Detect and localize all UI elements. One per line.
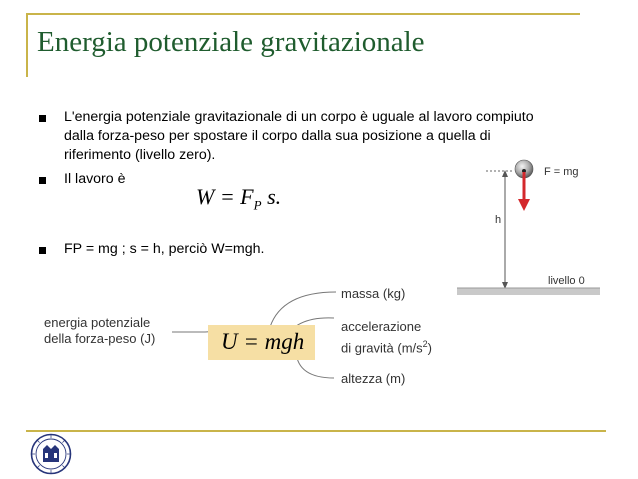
bullet-text-1-line-1: L'energia potenziale gravitazionale di un corpo è uguale al lavoro compiuto [64, 109, 534, 125]
footer-rule [26, 430, 606, 432]
accel-label-line-2: di gravità $(m/s^2)$ [341, 339, 432, 356]
bullet-text-1-line-3: riferimento (livello zero). [64, 147, 216, 163]
level-zero-label: livello 0 [548, 275, 585, 287]
ground-level [457, 288, 600, 295]
mass-label: massa (kg) [341, 286, 406, 301]
force-label: F = mg [544, 166, 579, 178]
force-arrow-head [518, 199, 530, 211]
university-seal-icon [30, 433, 72, 475]
slide-title: Energia potenziale gravitazionale [37, 26, 425, 58]
height-unit-label: altezza (m) [341, 371, 406, 386]
bullet-text-2: Il lavoro è [64, 171, 126, 187]
height-label: h [495, 214, 502, 226]
bullet-text-1-line-2: dalla forza-peso per spostare il corpo dalla sua posizione a quella di [64, 128, 491, 144]
energy-label-line-2: della forza-peso (J) [44, 331, 156, 346]
accel-label-line-1: accelerazione [341, 319, 422, 334]
energy-label-line-1: energia potenziale [44, 315, 151, 330]
bullet-text-3: FP = mg ; s = h, perciò W=mgh. [64, 241, 265, 257]
energy-formula: U = mgh [221, 329, 305, 354]
work-formula: $W = F_P$ s. [196, 184, 282, 213]
